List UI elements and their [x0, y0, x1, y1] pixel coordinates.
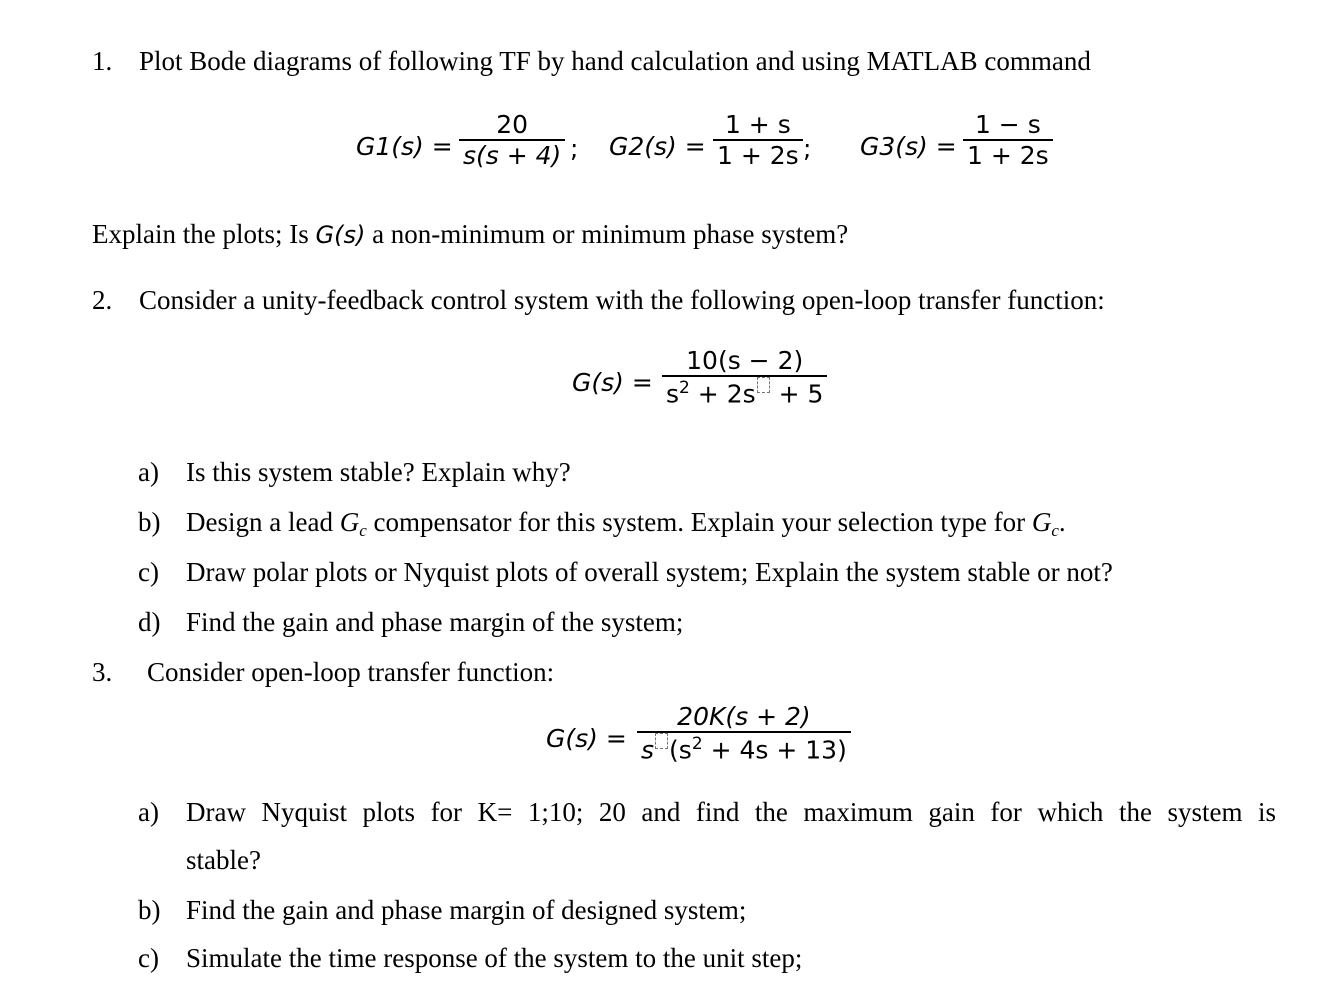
q2-den-c: + 5 [770, 379, 824, 409]
q2-numerator: 10(s − 2) [686, 346, 804, 375]
placeholder-box-icon [757, 377, 770, 393]
q3c-label: c) [138, 943, 159, 973]
q3a-text-cont: stable? [186, 845, 261, 875]
q1-text: Plot Bode diagrams of following TF by hand calculation and using MATLAB command [139, 46, 1091, 76]
q2-den-a: s [666, 379, 680, 409]
q3-denominator [637, 733, 851, 764]
g2-numerator: 1 + s [724, 110, 791, 139]
g3-fraction [963, 110, 1053, 170]
q3b-label: b) [138, 895, 161, 925]
g1-sep: ; [570, 134, 579, 163]
q1-explain-post: a non-minimum or minimum phase system? [365, 219, 849, 249]
q1-explain-g: G(s) [315, 221, 366, 249]
q3c-text: Simulate the time response of the system to the unit step; [186, 943, 803, 973]
q1-number: 1. [92, 46, 113, 76]
g1-denominator: s(s + 4) [463, 141, 562, 170]
q2-text: Consider a unity-feedback control system with the following open-loop transfer function: [139, 285, 1105, 315]
q3a-text: Draw Nyquist plots for K= 1;10; 20 and find the maximum gain for which the system is [186, 797, 1276, 827]
q3-number: 3. [92, 657, 113, 687]
q2b-gc1: G [339, 507, 360, 537]
q2-fraction [662, 346, 827, 408]
q2-denominator [662, 377, 827, 408]
q2c-text: Draw polar plots or Nyquist plots of overall system; Explain the system stable or not? [186, 557, 1113, 587]
g3-numerator: 1 − s [974, 110, 1041, 139]
q1-explain-pre: Explain the plots; Is [92, 219, 316, 249]
q2b-pre: Design a lead [186, 507, 340, 537]
g2-lhs: G2(s) = [609, 132, 706, 161]
q3-fraction [637, 702, 851, 764]
g3-lhs: G3(s) = [860, 132, 957, 161]
g3-denominator: 1 + 2s [967, 141, 1049, 170]
q2b-gc2-sub: c [1051, 521, 1059, 540]
placeholder-box-icon [655, 733, 668, 749]
q3-text: Consider open-loop transfer function: [147, 657, 555, 687]
q2b-gc1-sub: c [359, 521, 367, 540]
q3-den-c: + 4s + 13) [702, 735, 847, 765]
q3b-text: Find the gain and phase margin of designed system; [186, 895, 747, 925]
q2d-text: Find the gain and phase margin of the system; [186, 607, 684, 637]
g1-lhs: G1(s) = [356, 132, 453, 161]
q1-explain [92, 218, 848, 251]
q2a-label: a) [138, 457, 159, 487]
g2-denominator: 1 + 2s [717, 141, 799, 170]
g2-fraction [713, 110, 803, 170]
q2b-label: b) [138, 507, 161, 537]
q2b-gc2: G [1031, 507, 1052, 537]
q2d-label: d) [138, 607, 161, 637]
q3-lhs: G(s) = [546, 724, 627, 753]
q2c-label: c) [138, 557, 159, 587]
q2b-text [186, 506, 1066, 547]
q3a-label: a) [138, 797, 159, 827]
q3-den-sup: 2 [691, 734, 703, 754]
g2-sep: ; [803, 134, 812, 163]
q2a-text: Is this system stable? Explain why? [186, 457, 571, 487]
g1-numerator: 20 [496, 110, 529, 139]
q3-den-b: (s [669, 735, 692, 765]
q2b-end: . [1058, 507, 1066, 537]
q2-number: 2. [92, 285, 113, 315]
q3-numerator: 20K(s + 2) [677, 702, 811, 731]
q2-den-sup: 2 [679, 378, 690, 398]
q3-den-a: s [641, 735, 655, 765]
g1-fraction [459, 110, 565, 170]
q2-lhs: G(s) = [572, 368, 653, 397]
q2b-mid: compensator for this system. Explain your selection type for [366, 507, 1032, 537]
q2-den-b: + 2s [689, 379, 756, 409]
